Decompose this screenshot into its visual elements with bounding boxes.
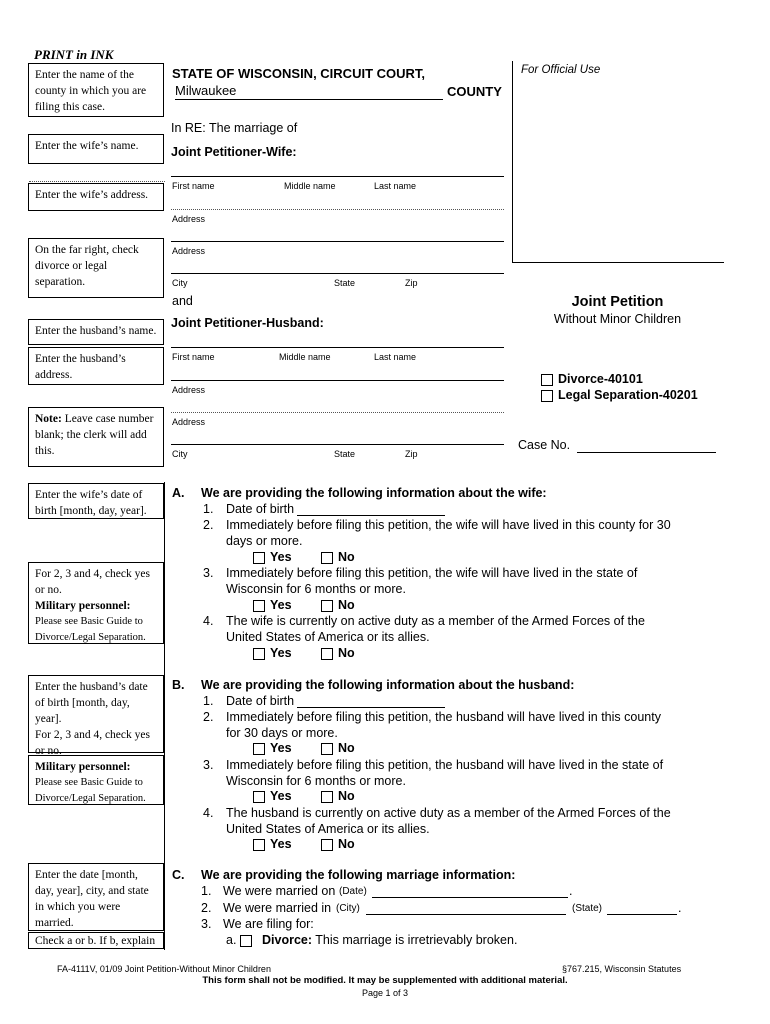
divorce-checkbox[interactable] bbox=[541, 374, 553, 386]
wife-item3-line2: Wisconsin for 6 months or more. bbox=[226, 582, 406, 596]
wife-state-label: State bbox=[334, 278, 356, 288]
petition-title: Joint Petition bbox=[571, 294, 664, 310]
county-label: COUNTY bbox=[447, 84, 502, 99]
print-in-ink-note: PRINT in INK bbox=[34, 47, 114, 62]
husband-item2-yes-label: Yes bbox=[270, 741, 292, 755]
divorce-reason-label: Divorce: bbox=[262, 933, 313, 947]
hint-husband-address: Enter the husband’s address. bbox=[28, 347, 164, 385]
hint-wife-name: Enter the wife’s name. bbox=[28, 134, 164, 164]
wife-address2-input[interactable] bbox=[171, 241, 504, 242]
section-a-heading: We are providing the following information about the wife: bbox=[201, 486, 547, 500]
wife-item2-line1: Immediately before filing this petition, the wife will have lived in this county for 30 bbox=[226, 518, 671, 532]
section-b-letter: B. bbox=[172, 678, 185, 692]
husband-dob-input[interactable] bbox=[297, 707, 445, 708]
official-use-box bbox=[512, 61, 724, 263]
husband-item3-no-checkbox[interactable] bbox=[321, 791, 333, 803]
husband-state-label: State bbox=[334, 449, 356, 459]
county-input[interactable]: Milwaukee bbox=[175, 83, 443, 100]
wife-item4-no-label: No bbox=[338, 646, 355, 660]
husband-item4-no-checkbox[interactable] bbox=[321, 839, 333, 851]
filing-for-label: We are filing for: bbox=[223, 917, 314, 931]
married-on-label: We were married on bbox=[223, 884, 336, 898]
hint-county: Enter the name of the county in which you are filing this case. bbox=[28, 63, 164, 117]
divorce-reason-text: This marriage is irretrievably broken. bbox=[312, 933, 518, 947]
section-c-heading: We are providing the following marriage information: bbox=[201, 868, 516, 882]
petition-subtitle: Without Minor Children bbox=[553, 312, 682, 326]
divorce-reason bbox=[262, 933, 517, 947]
husband-item2-line2: for 30 days or more. bbox=[226, 726, 338, 740]
wife-item3-yes-checkbox[interactable] bbox=[253, 600, 265, 612]
wife-address-label: Address bbox=[172, 214, 206, 224]
note-label: Note: bbox=[35, 413, 62, 425]
note-text: Leave case number blank; the clerk will add this. bbox=[35, 413, 154, 457]
wife-address-input[interactable] bbox=[171, 209, 504, 210]
husband-address2-label: Address bbox=[172, 417, 206, 427]
marriage-date-input[interactable] bbox=[372, 897, 568, 898]
husband-item4-yes-checkbox[interactable] bbox=[253, 839, 265, 851]
wife-item4-no-checkbox[interactable] bbox=[321, 648, 333, 660]
husband-item2-num: 2. bbox=[203, 710, 214, 724]
case-no-input[interactable] bbox=[577, 452, 716, 453]
hint-yes-no-1 bbox=[28, 562, 164, 644]
wife-item2-no-label: No bbox=[338, 550, 355, 564]
husband-item4-no-label: No bbox=[338, 837, 355, 851]
husband-item3-line2: Wisconsin for 6 months or more. bbox=[226, 774, 406, 788]
husband-item3-line1: Immediately before filing this petition, the husband will have lived in the state of bbox=[226, 758, 664, 772]
state-period: . bbox=[678, 901, 682, 915]
and-label: and bbox=[172, 294, 193, 308]
husband-name-input[interactable] bbox=[171, 347, 504, 348]
husband-item3-yes-checkbox[interactable] bbox=[253, 791, 265, 803]
section-a-letter: A. bbox=[172, 486, 185, 500]
marriage-item2-num: 2. bbox=[201, 901, 212, 915]
hint-wife-dob: Enter the wife’s date of birth [month, day, year]. bbox=[28, 483, 164, 519]
husband-address2-input[interactable] bbox=[171, 412, 504, 413]
hint-check-ab: Check a or b. If b, explain bbox=[28, 932, 164, 949]
wife-item2-num: 2. bbox=[203, 518, 214, 532]
divorce-reason-checkbox[interactable] bbox=[240, 935, 252, 947]
wife-last-name-label: Last name bbox=[374, 181, 417, 191]
hint-yes-no-2: For 2, 3 and 4, check yes or no. bbox=[35, 729, 150, 757]
hint-guide-1: Please see Basic Guide to Divorce/Legal Separation. bbox=[35, 616, 146, 643]
marriage-city-input[interactable] bbox=[366, 914, 566, 915]
wife-zip-label: Zip bbox=[405, 278, 418, 288]
statute-reference: §767.215, Wisconsin Statutes bbox=[562, 964, 682, 974]
hint-husband-name: Enter the husband’s name. bbox=[28, 319, 164, 345]
section-c-letter: C. bbox=[172, 868, 185, 882]
husband-middle-name-label: Middle name bbox=[279, 352, 331, 362]
husband-dob-label: Date of birth bbox=[226, 694, 295, 708]
hint-check-divorce: On the far right, check divorce or legal separation. bbox=[28, 238, 164, 298]
wife-address2-label: Address bbox=[172, 246, 206, 256]
divorce-option-label: Divorce-40101 bbox=[558, 372, 643, 386]
wife-dob-label: Date of birth bbox=[226, 502, 295, 516]
wife-item1-num: 1. bbox=[203, 502, 214, 516]
wife-item4-yes-checkbox[interactable] bbox=[253, 648, 265, 660]
hint-note bbox=[28, 407, 164, 467]
marriage-item3-num: 3. bbox=[201, 917, 212, 931]
hint-husband-dob bbox=[28, 675, 164, 757]
wife-first-name-label: First name bbox=[172, 181, 215, 191]
hint-wife-address: Enter the wife’s address. bbox=[28, 183, 164, 211]
wife-city-label: City bbox=[172, 278, 188, 288]
wife-item4-line1: The wife is currently on active duty as a member of the Armed Forces of the bbox=[226, 614, 645, 628]
wife-item3-num: 3. bbox=[203, 566, 214, 580]
husband-item2-no-checkbox[interactable] bbox=[321, 743, 333, 755]
legal-separation-option-label: Legal Separation-40201 bbox=[558, 388, 698, 402]
column-divider bbox=[164, 482, 165, 950]
wife-item4-line2: United States of America or its allies. bbox=[226, 630, 430, 644]
husband-address-label: Address bbox=[172, 385, 206, 395]
form-notice: This form shall not be modified. It may be supplemented with additional material. bbox=[202, 975, 568, 986]
page-number: Page 1 of 3 bbox=[361, 988, 409, 998]
husband-item3-yes-label: Yes bbox=[270, 789, 292, 803]
dotted-divider bbox=[29, 181, 165, 182]
wife-item3-no-checkbox[interactable] bbox=[321, 600, 333, 612]
hint-military-2: Military personnel: bbox=[35, 761, 131, 773]
husband-item2-line1: Immediately before filing this petition, the husband will have lived in this county bbox=[226, 710, 661, 724]
in-re-label: In RE: The marriage of bbox=[171, 121, 298, 135]
husband-city-input[interactable] bbox=[171, 444, 504, 445]
wife-item2-no-checkbox[interactable] bbox=[321, 552, 333, 564]
husband-address-input[interactable] bbox=[171, 380, 504, 381]
hint-guide-2: Please see Basic Guide to Divorce/Legal Separation. bbox=[35, 777, 146, 804]
husband-item3-num: 3. bbox=[203, 758, 214, 772]
husband-heading: Joint Petitioner-Husband: bbox=[171, 316, 324, 330]
hint-military-2-box bbox=[28, 755, 164, 805]
marriage-item1-num: 1. bbox=[201, 884, 212, 898]
husband-item1-num: 1. bbox=[203, 694, 214, 708]
husband-item4-yes-label: Yes bbox=[270, 837, 292, 851]
court-title: STATE OF WISCONSIN, CIRCUIT COURT, bbox=[172, 66, 426, 81]
hint-marriage-info: Enter the date [month, day, year], city, and state in which you were married. bbox=[28, 863, 164, 931]
hint-yes-no-1-text: For 2, 3 and 4, check yes or no. bbox=[35, 568, 150, 596]
form-id: FA-4111V, 01/09 Joint Petition-Without Minor Children bbox=[57, 964, 271, 974]
date-period: . bbox=[569, 884, 573, 898]
husband-first-name-label: First name bbox=[172, 352, 215, 362]
wife-item4-yes-label: Yes bbox=[270, 646, 292, 660]
official-use-label: For Official Use bbox=[521, 64, 601, 76]
marriage-state-input[interactable] bbox=[607, 914, 677, 915]
husband-item4-num: 4. bbox=[203, 806, 214, 820]
hint-military-1: Military personnel: bbox=[35, 600, 131, 612]
wife-name-input[interactable] bbox=[171, 176, 504, 177]
wife-item3-line1: Immediately before filing this petition, the wife will have lived in the state of bbox=[226, 566, 638, 580]
wife-heading: Joint Petitioner-Wife: bbox=[171, 145, 297, 159]
wife-item4-num: 4. bbox=[203, 614, 214, 628]
section-b-heading: We are providing the following information about the husband: bbox=[201, 678, 575, 692]
wife-item2-line2: days or more. bbox=[226, 534, 303, 548]
legal-separation-checkbox[interactable] bbox=[541, 390, 553, 402]
husband-item4-line1: The husband is currently on active duty as a member of the Armed Forces of the bbox=[226, 806, 671, 820]
wife-city-input[interactable] bbox=[171, 273, 504, 274]
married-in-label: We were married in bbox=[223, 901, 332, 915]
husband-city-label: City bbox=[172, 449, 188, 459]
option-a-letter: a. bbox=[226, 933, 237, 947]
wife-item3-yes-label: Yes bbox=[270, 598, 292, 612]
wife-item2-yes-checkbox[interactable] bbox=[253, 552, 265, 564]
city-hint-label: (City) bbox=[336, 903, 360, 914]
husband-item2-yes-checkbox[interactable] bbox=[253, 743, 265, 755]
date-hint-label: (Date) bbox=[339, 886, 367, 897]
wife-item2-yes-label: Yes bbox=[270, 550, 292, 564]
wife-item3-no-label: No bbox=[338, 598, 355, 612]
wife-middle-name-label: Middle name bbox=[284, 181, 336, 191]
case-no-label: Case No. bbox=[518, 438, 571, 452]
state-hint-label: (State) bbox=[572, 903, 603, 914]
husband-item3-no-label: No bbox=[338, 789, 355, 803]
wife-dob-input[interactable] bbox=[297, 515, 445, 516]
husband-last-name-label: Last name bbox=[374, 352, 417, 362]
hint-husband-dob-text: Enter the husband’s date of birth [month, day, year]. bbox=[35, 681, 148, 725]
husband-item2-no-label: No bbox=[338, 741, 355, 755]
husband-zip-label: Zip bbox=[405, 449, 418, 459]
husband-item4-line2: United States of America or its allies. bbox=[226, 822, 430, 836]
